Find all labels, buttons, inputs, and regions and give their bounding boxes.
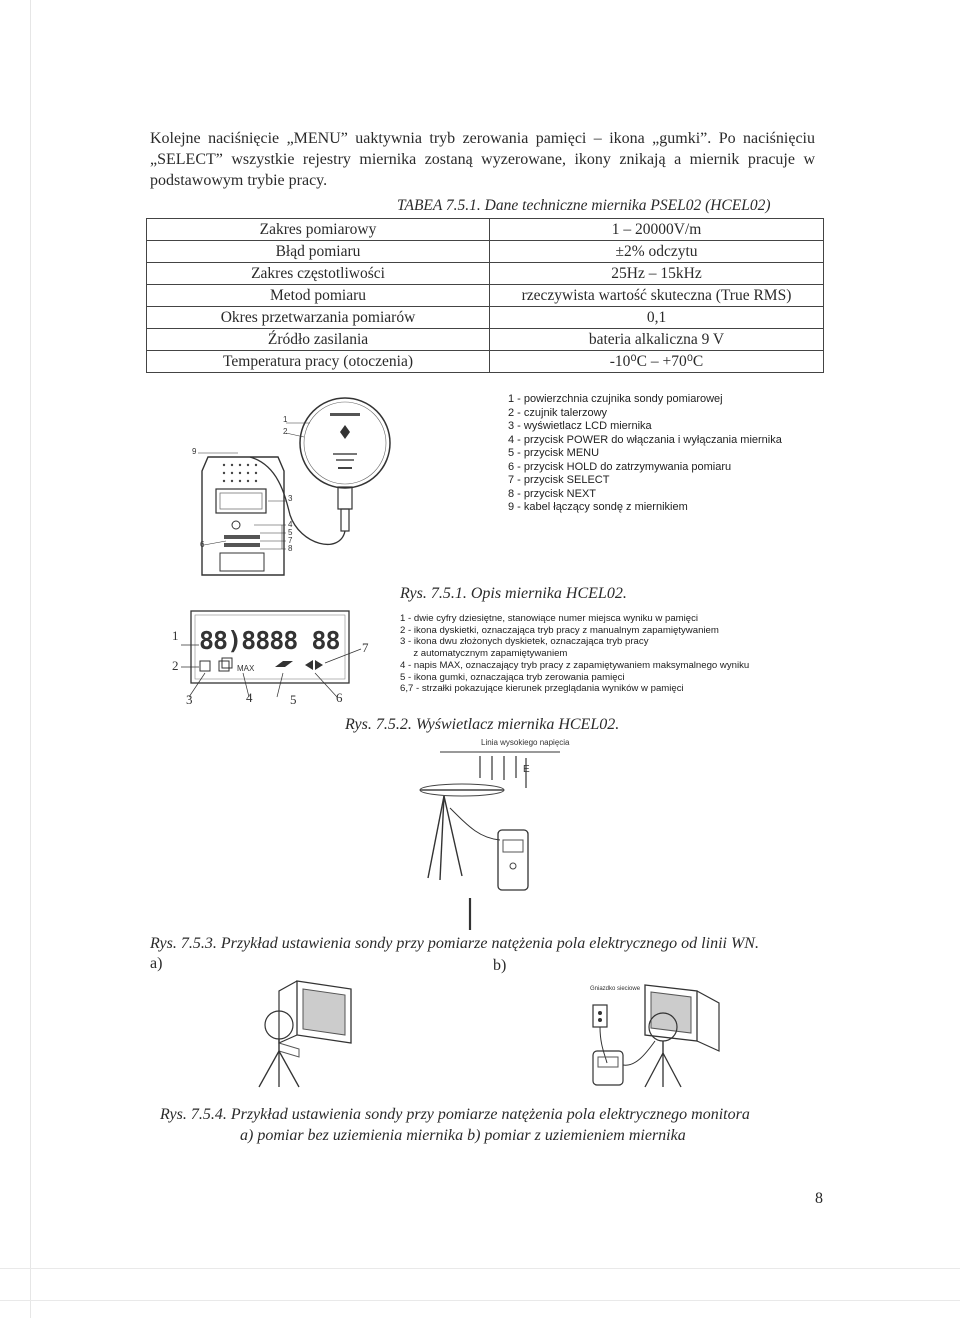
legend-item: 8 - przycisk NEXT — [508, 487, 597, 500]
param-cell: Zakres pomiarowy — [147, 219, 490, 241]
param-cell: Źródło zasilania — [147, 329, 490, 351]
callout: 7 — [362, 640, 369, 655]
spec-table — [146, 218, 824, 373]
scan-line — [0, 1300, 960, 1301]
e-field-label: E — [523, 764, 530, 775]
callout: 2 — [283, 427, 288, 436]
lcd-legend — [400, 613, 749, 695]
callout: 3 — [186, 692, 193, 707]
meter-legend — [508, 393, 782, 515]
figure4-caption-line1: Rys. 7.5.4. Przykład ustawienia sondy przy pomiarze natężenia pola elektrycznego monitora — [160, 1106, 750, 1123]
socket-label: Gniazdko sieciowe — [590, 986, 641, 992]
callout: 9 — [192, 447, 197, 456]
callout: 4 — [246, 690, 253, 705]
legend-item: 2 - ikona dyskietki, oznaczająca tryb pracy z manualnym zapamiętywaniem — [400, 624, 719, 636]
table-row — [147, 285, 824, 307]
value-cell: ±2% odczytu — [490, 241, 824, 263]
intro-text: Kolejne naciśnięcie „MENU” uaktywnia tryb zerowania pamięci – ikona „gumki”. Po naciśnięciu „SELECT” wszystkie rejestry miernika zostaną wyzerowane, ikony znikają a miernik pracuje w podstawowym trybie pracy. — [150, 130, 815, 189]
figure2-caption: Rys. 7.5.2. Wyświetlacz miernika HCEL02. — [345, 716, 620, 733]
table-row — [147, 329, 824, 351]
callout: 6 — [200, 540, 205, 549]
legend-item: z automatycznym zapamiętywaniem — [400, 648, 568, 660]
legend-item: 1 - dwie cyfry dziesiętne, stanowiące numer miejsca wyniku w pamięci — [400, 613, 699, 624]
page-edge — [30, 0, 31, 1318]
legend-item: 5 - przycisk MENU — [508, 447, 600, 459]
callout: 4 — [288, 520, 293, 529]
callout: 7 — [288, 536, 293, 545]
param-cell: Temperatura pracy (otoczenia) — [147, 351, 490, 373]
value-cell: -10⁰C – +70⁰C — [490, 351, 824, 373]
callout: 1 — [283, 415, 288, 424]
param-cell: Błąd pomiaru — [147, 241, 490, 263]
figure3-caption: Rys. 7.5.3. Przykład ustawienia sondy przy pomiarze natężenia pola elektrycznego od linii WN. — [150, 935, 759, 952]
legend-item: 6,7 - strzałki pokazujące kierunek przeglądania wyników w pamięci — [400, 683, 684, 695]
callout: 5 — [288, 528, 293, 537]
legend-item: 6 - przycisk HOLD do zatrzymywania pomiaru — [508, 460, 732, 473]
legend-item: 7 - przycisk SELECT — [508, 474, 610, 486]
param-cell: Metod pomiaru — [147, 285, 490, 307]
page-number: 8 — [815, 1190, 823, 1207]
callout: 8 — [288, 544, 293, 553]
param-cell: Zakres częstotliwości — [147, 263, 490, 285]
lcd-digits: 88)8888 88 — [199, 626, 340, 655]
table-row — [147, 263, 824, 285]
line-label: Linia wysokiego napięcia — [481, 738, 570, 747]
table-caption: TABEA 7.5.1. Dane techniczne miernika PSEL02 (HCEL02) — [397, 197, 771, 214]
legend-item: 1 - powierzchnia czujnika sondy pomiarowej — [508, 393, 723, 405]
table-row — [147, 219, 824, 241]
figure1-caption: Rys. 7.5.1. Opis miernika HCEL02. — [400, 585, 627, 602]
table-row — [147, 307, 824, 329]
legend-item: 5 - ikona gumki, oznaczająca tryb zerowania pamięci — [400, 671, 625, 683]
legend-item: 3 - wyświetlacz LCD miernika — [508, 420, 652, 432]
legend-item: 9 - kabel łączący sondę z miernikiem — [508, 501, 688, 513]
meter-illustration — [190, 395, 450, 585]
scan-line — [0, 1268, 960, 1269]
lcd-max-label: MAX — [237, 664, 255, 673]
callout: 1 — [172, 628, 179, 643]
monitor-setup-b — [585, 975, 735, 1090]
power-line-illustration — [420, 748, 570, 933]
figure4-caption-line2: a) pomiar bez uziemienia miernika b) pomiar z uziemieniem miernika — [240, 1127, 686, 1144]
value-cell: bateria alkaliczna 9 V — [490, 329, 824, 351]
label-b: b) — [493, 957, 507, 974]
value-cell: rzeczywista wartość skuteczna (True RMS) — [490, 285, 824, 307]
table-row — [147, 241, 824, 263]
monitor-setup-a — [255, 975, 365, 1090]
param-cell: Okres przetwarzania pomiarów — [147, 307, 490, 329]
legend-item: 3 - ikona dwu złożonych dyskietek, oznaczająca tryb pracy — [400, 636, 649, 648]
callout: 2 — [172, 658, 179, 673]
legend-item: 4 - napis MAX, oznaczający tryb pracy z zapamiętywaniem maksymalnego wyniku — [400, 659, 750, 671]
value-cell: 25Hz – 15kHz — [490, 263, 824, 285]
callout: 6 — [336, 690, 343, 705]
value-cell: 1 – 20000V/m — [490, 219, 824, 241]
legend-item: 2 - czujnik talerzowy — [508, 406, 608, 419]
label-a: a) — [150, 955, 163, 972]
table-row — [147, 351, 824, 373]
intro-paragraph — [150, 128, 815, 191]
callout: 3 — [288, 494, 293, 503]
lcd-display-illustration — [165, 605, 390, 710]
legend-item: 4 - przycisk POWER do włączania i wyłączania miernika — [508, 433, 782, 446]
value-cell: 0,1 — [490, 307, 824, 329]
callout: 5 — [290, 692, 297, 707]
